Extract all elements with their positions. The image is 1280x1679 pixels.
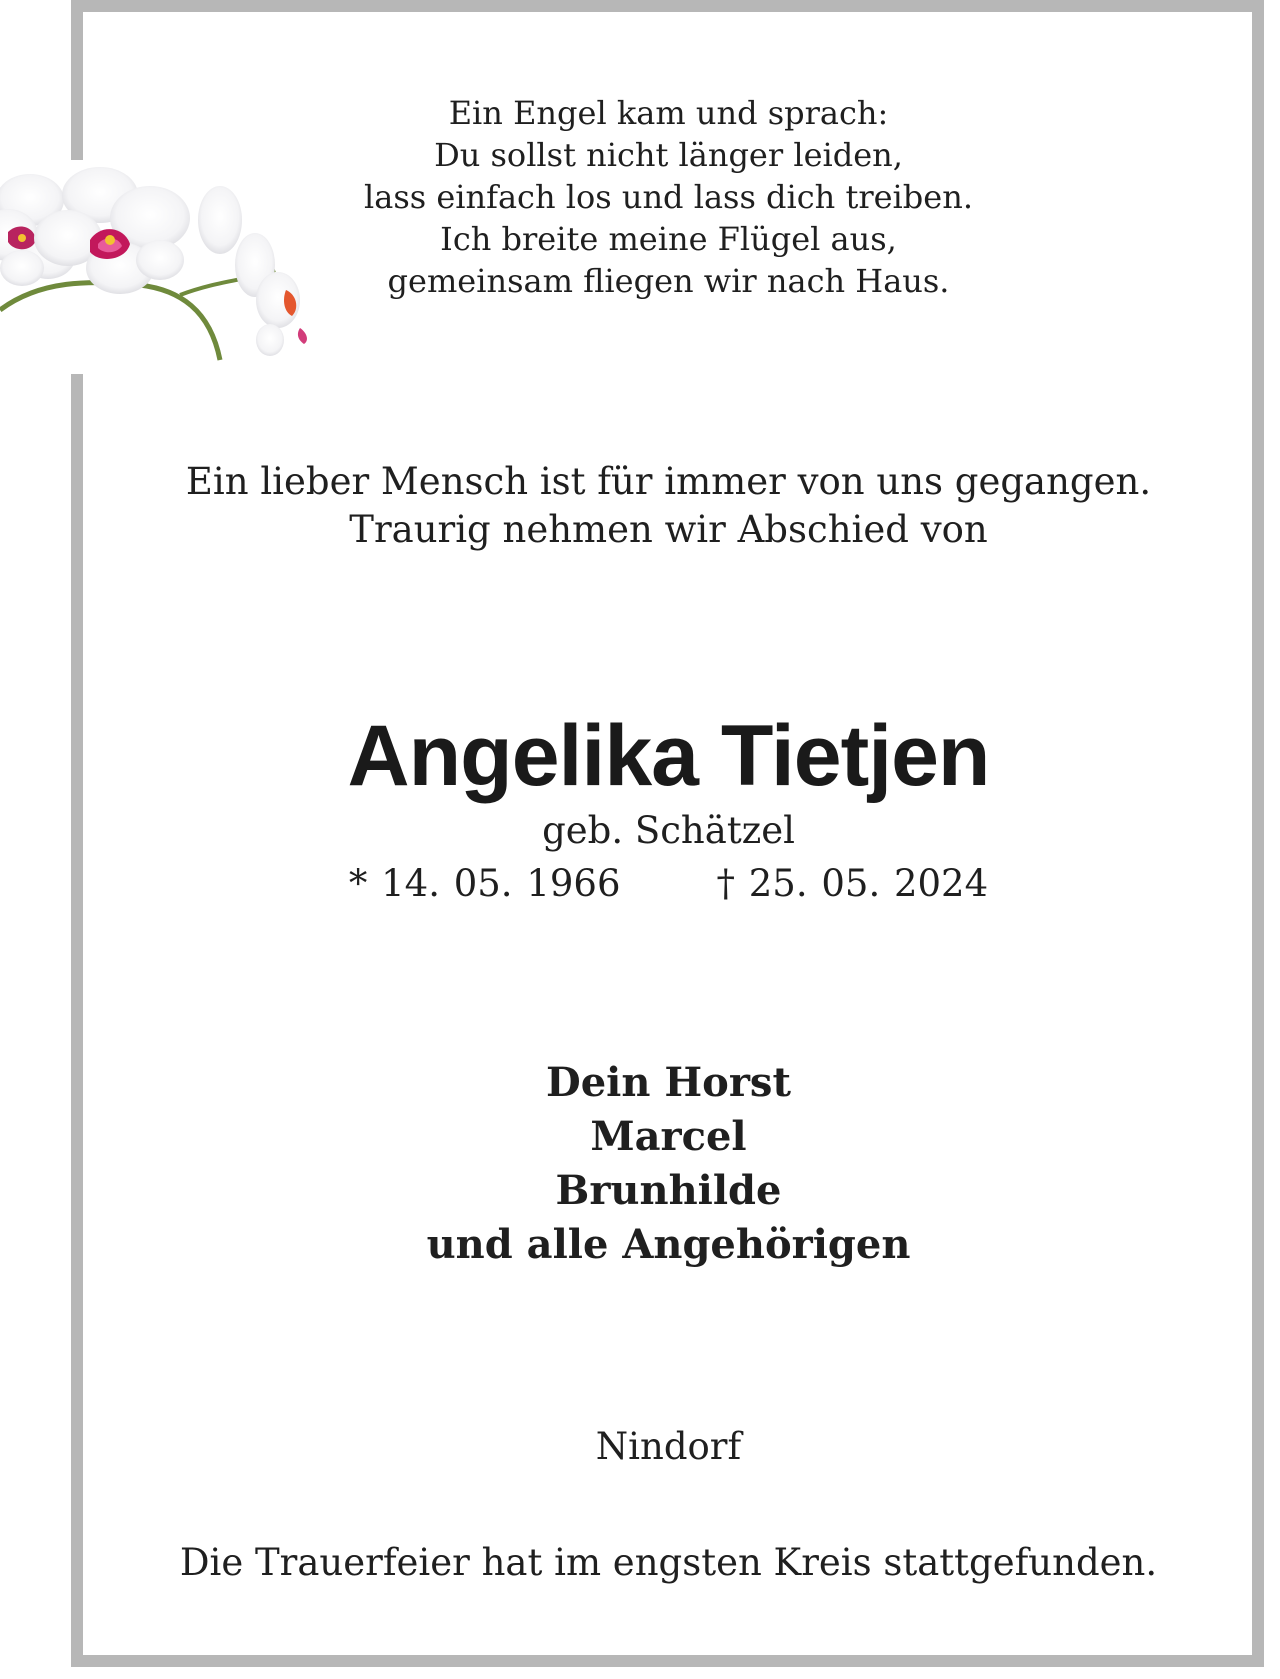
- death-date: † 25. 05. 2024: [716, 862, 989, 905]
- poem: [83, 92, 1254, 302]
- mourner: und alle Angehörigen: [426, 1221, 911, 1268]
- mourner: Brunhilde: [555, 1167, 782, 1214]
- mourner: Marcel: [590, 1113, 747, 1160]
- deceased-name: Angelika Tietjen: [347, 708, 990, 804]
- life-dates: [83, 860, 1254, 908]
- intro-text: [83, 458, 1254, 554]
- intro-line: Traurig nehmen wir Abschied von: [349, 508, 988, 551]
- mourner: Dein Horst: [546, 1059, 791, 1106]
- poem-line: Ich breite meine Flügel aus,: [440, 220, 897, 258]
- poem-line: Du sollst nicht länger leiden,: [434, 136, 903, 174]
- mourners-list: [83, 1056, 1254, 1272]
- poem-line: Ein Engel kam und sprach:: [448, 94, 889, 132]
- ceremony-note: Die Trauerfeier hat im engsten Kreis stattgefunden.: [179, 1541, 1158, 1584]
- birth-date: * 14. 05. 1966: [348, 862, 621, 905]
- intro-line: Ein lieber Mensch ist für immer von uns gegangen.: [185, 460, 1152, 503]
- poem-line: lass einfach los und lass dich treiben.: [364, 178, 973, 216]
- birth-name: geb. Schätzel: [542, 809, 795, 852]
- place-name: Nindorf: [595, 1425, 742, 1468]
- poem-line: gemeinsam fliegen wir nach Haus.: [387, 262, 950, 300]
